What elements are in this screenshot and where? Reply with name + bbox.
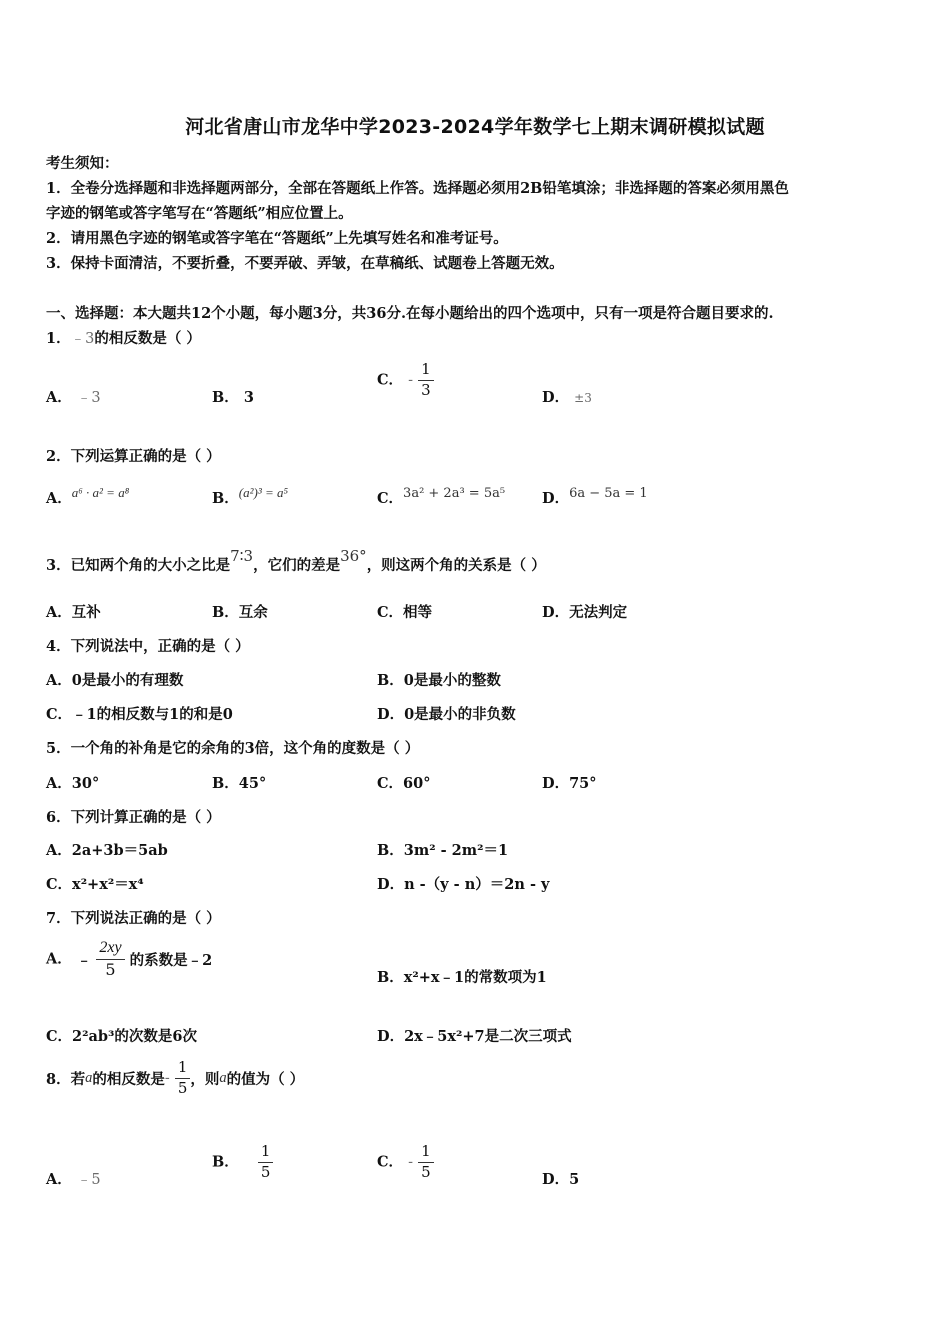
option-label: C． (377, 604, 404, 621)
question-number: 1． (46, 330, 71, 347)
option-label: B． (212, 490, 239, 507)
question-number: 4． (46, 638, 71, 655)
option-value: a⁶ · a² = a⁸ (71, 485, 130, 500)
q5-option-c[interactable] (377, 772, 430, 793)
question-number: 7． (46, 910, 71, 927)
option-label: B． (212, 389, 239, 406)
option-label: D． (542, 1171, 570, 1188)
option-value: ﹣5 (76, 1172, 101, 1188)
question-8 (46, 1060, 304, 1097)
question-number: 8． (46, 1070, 71, 1088)
option-value: 互补 (71, 604, 101, 621)
page-title: 河北省唐山市龙华中学2023-2024学年数学七上期末调研模拟试题 (185, 116, 765, 138)
q4-option-c[interactable] (46, 703, 233, 724)
option-label: B． (212, 604, 239, 621)
option-fraction (418, 1144, 434, 1181)
q7-option-d[interactable] (377, 1025, 572, 1046)
q5-option-a[interactable] (46, 772, 99, 793)
fraction-numerator: 1 (175, 1060, 191, 1079)
question-text: 下列运算正确的是（ ） (70, 448, 221, 465)
question-text: ，则这两个角的关系是（ ） (366, 557, 546, 574)
fraction-sign: - (164, 1070, 170, 1087)
question-7 (46, 907, 221, 928)
option-label: A． (46, 490, 72, 507)
option-value: 2a+3b＝5ab (71, 842, 168, 859)
ratio-value: 7∶3 (230, 547, 254, 565)
question-number: 3． (46, 557, 71, 574)
option-fraction (258, 1144, 274, 1181)
q2-option-b[interactable] (212, 487, 288, 508)
option-label: C． (377, 371, 404, 389)
option-label: D． (542, 490, 570, 507)
option-value: 0是最小的非负数 (404, 706, 516, 723)
option-label: A． (46, 672, 72, 689)
q1-option-d[interactable] (542, 386, 592, 407)
q3-option-d[interactable] (542, 601, 627, 622)
option-label: D． (542, 389, 570, 406)
notice-item-2: 2．请用黑色字迹的钢笔或答字笔在“答题纸”上先填写姓名和准考证号。 (46, 230, 508, 247)
fraction-numerator: 1 (258, 1144, 274, 1163)
option-value: 45° (238, 775, 267, 792)
question-text: 下列说法正确的是（ ） (70, 910, 221, 927)
option-value: 3m² - 2m²＝1 (403, 842, 509, 859)
fraction-denominator: 5 (177, 1078, 188, 1097)
option-label: A． (46, 775, 72, 792)
question-text: 已知两个角的大小之比是 (70, 557, 231, 574)
q6-option-b[interactable] (377, 839, 508, 860)
question-text: 若 (70, 1070, 86, 1088)
option-label: B． (377, 969, 404, 986)
question-number: 6． (46, 809, 71, 826)
variable: a (219, 1069, 227, 1086)
option-label: B． (212, 775, 239, 792)
q5-option-d[interactable] (542, 772, 597, 793)
option-value: 30° (71, 775, 100, 792)
option-label: C． (377, 490, 404, 507)
option-value: x²+x²＝x⁴ (72, 876, 144, 893)
option-value: ±3 (574, 391, 592, 405)
option-label: C． (46, 876, 73, 893)
question-text: ，则 (190, 1070, 220, 1088)
question-text: 下列计算正确的是（ ） (70, 809, 221, 826)
option-label: C． (377, 775, 404, 792)
q6-option-d[interactable] (377, 873, 549, 894)
question-number: 2． (46, 448, 71, 465)
option-sign: ﹣ (76, 951, 92, 969)
option-label: D． (377, 706, 405, 723)
option-value: 5 (569, 1171, 580, 1188)
option-fraction (96, 940, 124, 979)
question-text: 的相反数是 (92, 1070, 165, 1088)
option-label: D． (377, 1028, 405, 1045)
option-value: 0是最小的整数 (403, 672, 501, 689)
option-label: C． (46, 1028, 73, 1045)
q6-option-c[interactable] (46, 873, 144, 894)
option-label: C． (377, 1153, 404, 1171)
question-number: 5． (46, 740, 71, 757)
option-value: 2²ab³的次数是6次 (72, 1028, 197, 1045)
option-label: D． (542, 604, 570, 621)
question-text: 下列说法中，正确的是（ ） (70, 638, 250, 655)
question-text: 的相反数是（ ） (94, 330, 201, 347)
option-sign: - (408, 1154, 414, 1171)
question-text: 的值为（ ） (226, 1070, 305, 1088)
q3-option-c[interactable] (377, 601, 432, 622)
option-value: 相等 (403, 604, 433, 621)
fraction-numerator: 2xy (96, 940, 124, 960)
notice-item-1: 1．全卷分选择题和非选择题两部分，全部在答题纸上作答。选择题必须用2B铅笔填涂；非选择题的答案必须用黑色 (46, 180, 789, 197)
option-value: 0是最小的有理数 (71, 672, 184, 689)
option-label: B． (377, 842, 404, 859)
q2-option-d[interactable] (542, 487, 648, 508)
q7-option-b[interactable] (377, 966, 547, 987)
option-label: A． (46, 604, 72, 621)
option-label: A． (46, 389, 72, 406)
option-label: B． (212, 1153, 239, 1171)
option-label: B． (377, 672, 404, 689)
option-value: 3a² + 2a³ = 5a⁵ (403, 486, 506, 501)
fraction-denominator: 3 (421, 380, 431, 399)
fraction-numerator: 1 (418, 1144, 434, 1163)
q2-option-a[interactable] (46, 487, 129, 508)
q8-option-b[interactable] (212, 1144, 273, 1181)
option-value: 60° (403, 775, 431, 792)
question-3 (46, 547, 546, 575)
option-value: ﹣1的相反数与1的和是0 (72, 706, 233, 723)
option-label: D． (542, 775, 570, 792)
question-1 (46, 327, 201, 348)
option-fraction (418, 362, 434, 399)
q5-option-b[interactable] (212, 772, 266, 793)
fraction-numerator: 1 (418, 362, 434, 381)
option-label: C． (46, 706, 73, 723)
q1-option-b[interactable] (212, 386, 254, 407)
option-value: 3 (243, 389, 254, 406)
q8-option-a[interactable] (46, 1168, 101, 1189)
q8-option-d[interactable] (542, 1168, 579, 1189)
option-value: 75° (569, 775, 597, 792)
option-label: A． (46, 1171, 72, 1188)
option-value: n -（y - n）＝2n - y (404, 876, 550, 893)
option-value: ﹣3 (76, 390, 101, 406)
fraction-denominator: 5 (105, 959, 116, 979)
option-value: 无法判定 (569, 604, 628, 621)
section-heading: 一、选择题：本大题共12个小题，每小题3分，共36分.在每小题给出的四个选项中，只有一项是符合题目要求的. (46, 305, 774, 322)
q4-option-b[interactable] (377, 669, 501, 690)
option-sign: - (408, 372, 414, 389)
option-label: D． (377, 876, 405, 893)
q6-option-a[interactable] (46, 839, 168, 860)
angle-value: 36° (340, 547, 367, 565)
option-value: 6a − 5a = 1 (569, 486, 648, 501)
question-6 (46, 806, 221, 827)
question-2 (46, 445, 221, 466)
q7-option-c[interactable] (46, 1025, 197, 1046)
q4-option-a[interactable] (46, 669, 183, 690)
fraction-denominator: 5 (421, 1162, 431, 1181)
q1-option-a[interactable] (46, 386, 101, 407)
option-value: x²+x﹣1的常数项为1 (403, 969, 547, 986)
q4-option-d[interactable] (377, 703, 516, 724)
q1-option-c[interactable] (377, 362, 434, 399)
option-value: 互余 (238, 604, 268, 621)
notice-heading: 考生须知： (46, 155, 119, 172)
option-value: 的系数是﹣2 (129, 951, 213, 969)
q3-option-b[interactable] (212, 601, 268, 622)
notice-item-1-cont: 字迹的钢笔或答字笔写在“答题纸”相应位置上。 (46, 205, 353, 222)
option-label: A． (46, 842, 72, 859)
q1-value: ﹣3 (70, 331, 95, 347)
variable: a (85, 1069, 93, 1086)
question-text: ，它们的差是 (253, 557, 341, 574)
fraction-denominator: 5 (260, 1162, 271, 1181)
question-fraction (175, 1060, 191, 1097)
option-value: (a²)³ = a⁵ (238, 485, 289, 500)
notice-item-3: 3．保持卡面清洁，不要折叠，不要弄破、弄皱，在草稿纸、试题卷上答题无效。 (46, 255, 564, 272)
question-text: 一个角的补角是它的余角的3倍，这个角的度数是（ ） (70, 740, 420, 757)
q2-option-c[interactable] (377, 487, 505, 508)
option-value: 2x﹣5x²+7是二次三项式 (404, 1028, 572, 1045)
q3-option-a[interactable] (46, 601, 101, 622)
option-label: A． (46, 950, 72, 968)
q7-option-a[interactable] (46, 940, 212, 979)
question-5 (46, 737, 419, 758)
question-4 (46, 635, 250, 656)
q8-option-c[interactable] (377, 1144, 434, 1181)
